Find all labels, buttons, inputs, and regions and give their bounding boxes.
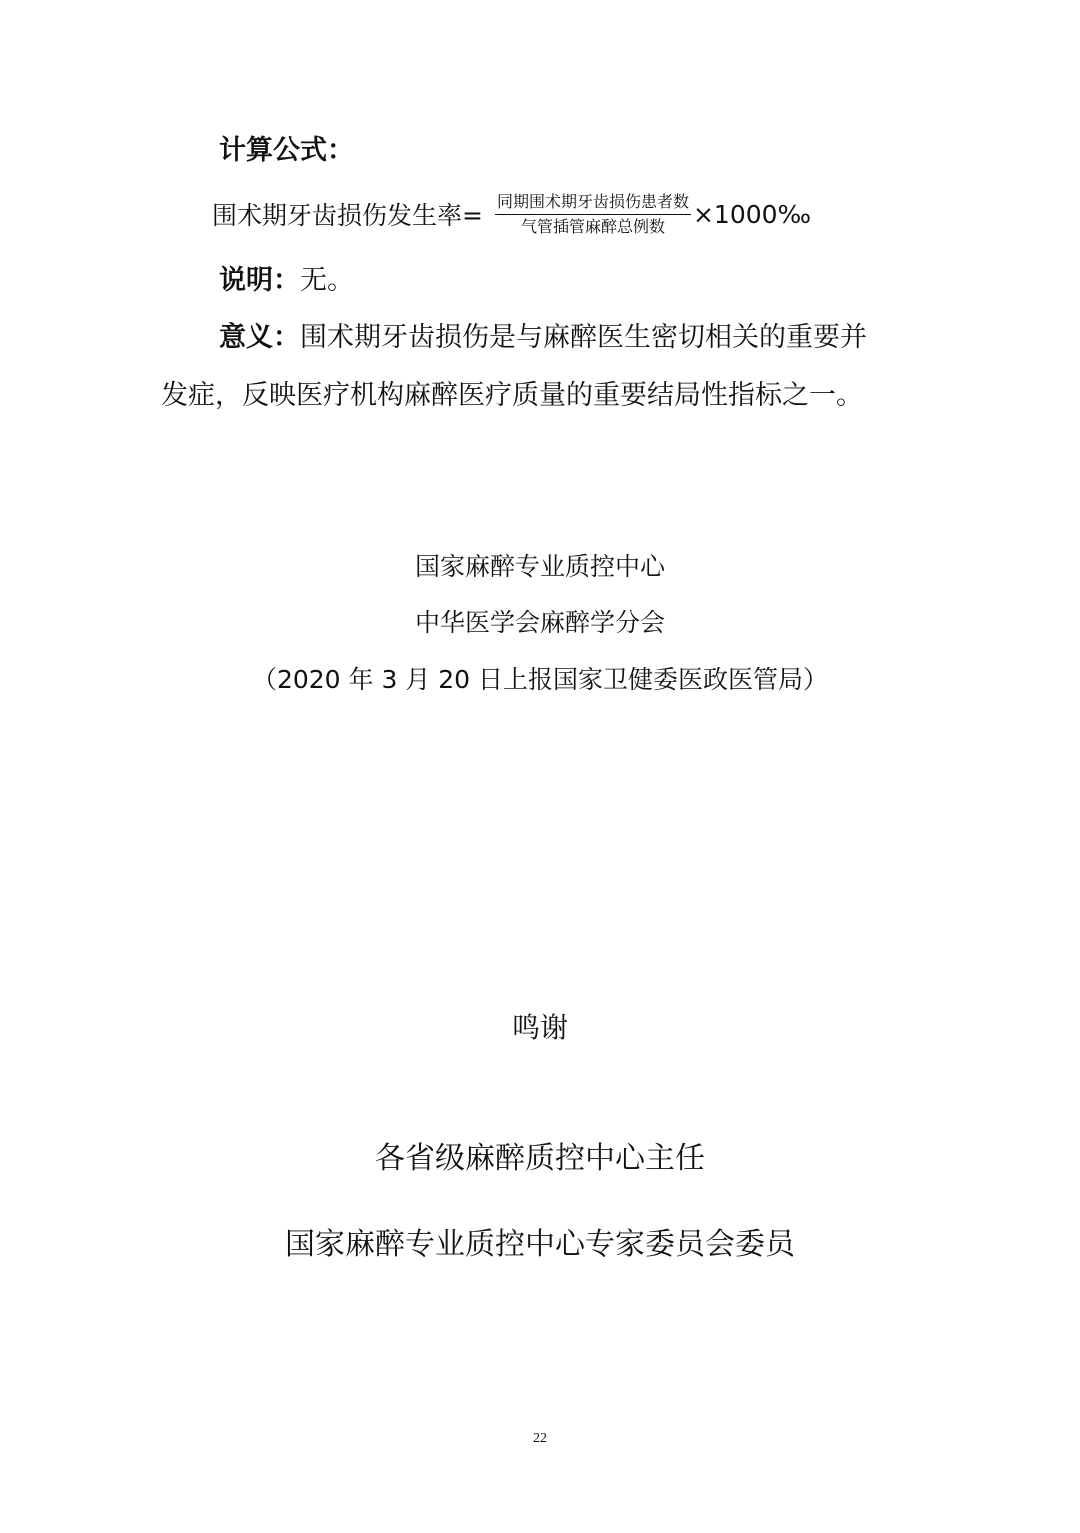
- formula-lhs: 围术期牙齿损伤发生率=: [212, 201, 483, 230]
- issuer-date-note: （2020 年 3 月 20 日上报国家卫健委医政医管局）: [251, 665, 829, 694]
- note-text: 无。: [300, 265, 354, 296]
- significance-line-1: [219, 315, 867, 354]
- formula-fraction: [495, 192, 691, 237]
- acknowledgement-title: 鸣谢: [511, 1011, 568, 1044]
- acknowledgement-line-1: 各省级麻醉质控中心主任: [375, 1141, 705, 1176]
- formula-numerator: 同期围术期牙齿损伤患者数: [496, 191, 689, 211]
- issuer-org-1: 国家麻醉专业质控中心: [414, 552, 665, 581]
- formula-heading: 计算公式：: [219, 135, 354, 166]
- significance-label: 意义：: [219, 322, 300, 353]
- page-number: 22: [533, 1431, 547, 1446]
- acknowledgement-line-2: 国家麻醉专业质控中心专家委员会委员: [285, 1227, 795, 1262]
- issuer-org-2: 中华医学会麻醉学分会: [414, 608, 665, 637]
- formula-denominator: 气管插管麻醉总例数: [520, 216, 665, 236]
- note-paragraph: [219, 258, 354, 297]
- significance-line-2: 发症，反映医疗机构麻醉医疗质量的重要结局性指标之一。: [161, 380, 863, 411]
- significance-text-1: 围术期牙齿损伤是与麻醉医生密切相关的重要并: [300, 322, 867, 353]
- formula: [212, 186, 811, 242]
- formula-rhs: ×1000‰: [692, 199, 812, 229]
- note-label: 说明：: [219, 265, 300, 296]
